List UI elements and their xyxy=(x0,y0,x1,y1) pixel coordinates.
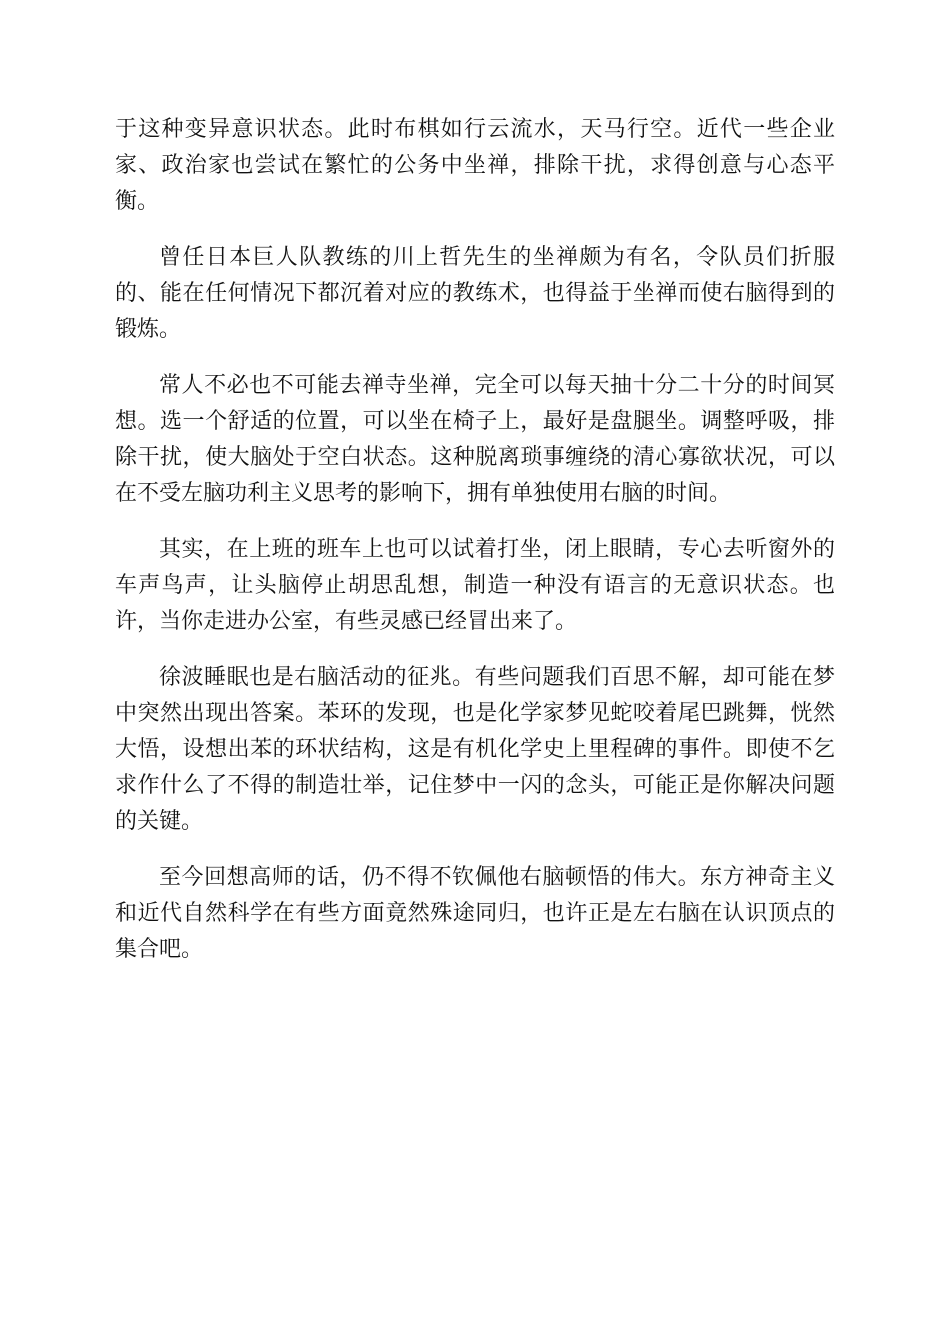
paragraph-5: 徐波睡眠也是右脑活动的征兆。有些问题我们百思不解，却可能在梦中突然出现出答案。苯环的发现，也是化学家梦见蛇咬着尾巴跳舞，恍然大悟，设想出苯的环状结构，这是有机化学史上里程碑的事件。即使不乞求作什么了不得的制造壮举，记住梦中一闪的念头，可能正是你解决问题的关键。 xyxy=(115,665,835,834)
paragraph-1: 于这种变异意识状态。此时布棋如行云流水，天马行空。近代一些企业家、政治家也尝试在繁忙的公务中坐禅，排除干扰，求得创意与心态平衡。 xyxy=(115,117,835,214)
paragraph-4: 其实，在上班的班车上也可以试着打坐，闭上眼睛，专心去听窗外的车声鸟声，让头脑停止胡思乱想，制造一种没有语言的无意识状态。也许，当你走进办公室，有些灵感已经冒出来了。 xyxy=(115,537,835,634)
paragraph-3: 常人不必也不可能去禅寺坐禅，完全可以每天抽十分二十分的时间冥想。选一个舒适的位置，可以坐在椅子上，最好是盘腿坐。调整呼吸，排除干扰，使大脑处于空白状态。这种脱离琐事缠绕的清心寡欲状况，可以在不受左脑功利主义思考的影响下，拥有单独使用右脑的时间。 xyxy=(115,373,835,506)
document-body xyxy=(115,112,835,988)
paragraph-2: 曾任日本巨人队教练的川上哲先生的坐禅颇为有名，令队员们折服的、能在任何情况下都沉着对应的教练术，也得益于坐禅而使右脑得到的锻炼。 xyxy=(115,245,835,342)
paragraph-6: 至今回想高师的话，仍不得不钦佩他右脑顿悟的伟大。东方神奇主义和近代自然科学在有些方面竟然殊途同归，也许正是左右脑在认识顶点的集合吧。 xyxy=(115,865,835,962)
